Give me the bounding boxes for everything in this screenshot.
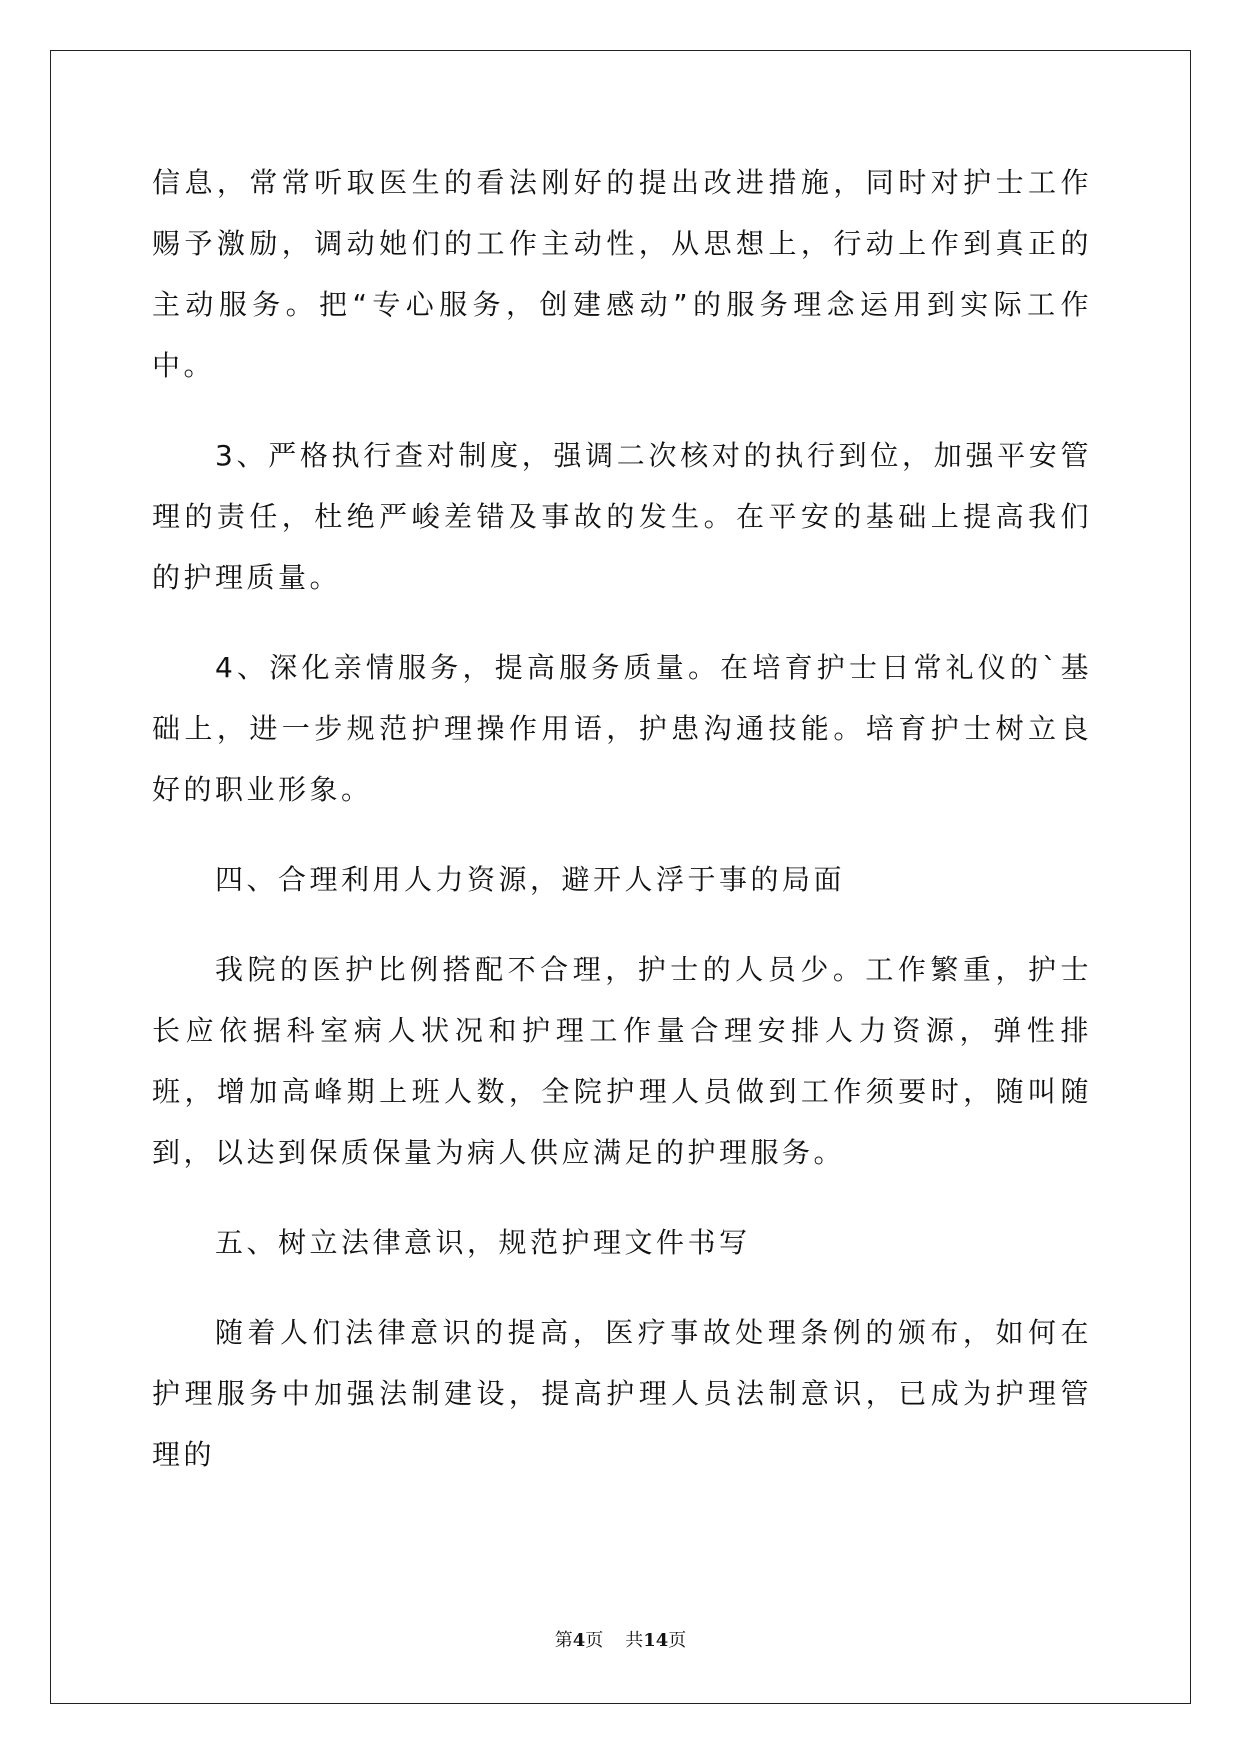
page-footer: [0, 1626, 1241, 1652]
paragraph-2: 3、严格执行查对制度，强调二次核对的执行到位，加强平安管理的责任，杜绝严峻差错及事故的发生。在平安的基础上提高我们的护理质量。: [152, 439, 1092, 594]
page-prefix: 第: [554, 1630, 573, 1651]
total-suffix: 页: [668, 1630, 687, 1651]
paragraph-1: 信息，常常听取医生的看法刚好的提出改进措施，同时对护士工作赐予激励，调动她们的工作主动性，从思想上，行动上作到真正的主动服务。把“专心服务，创建感动”的服务理念运用到实际工作中。: [152, 166, 1092, 382]
section-heading-4: 四、合理利用人力资源，避开人浮于事的局面: [215, 863, 846, 896]
paragraph-3: 4、深化亲情服务，提高服务质量。在培育护士日常礼仪的`基础上，进一步规范护理操作用语，护患沟通技能。培育护士树立良好的职业形象。: [152, 651, 1092, 806]
document-body: [152, 152, 1092, 1514]
total-pages: 14: [643, 1630, 669, 1651]
section-heading-5: 五、树立法律意识，规范护理文件书写: [215, 1226, 751, 1259]
paragraph-5: 我院的医护比例搭配不合理，护士的人员少。工作繁重，护士长应依据科室病人状况和护理工作量合理安排人力资源，弹性排班，增加高峰期上班人数，全院护理人员做到工作须要时，随叫随到，以达到保质保量为病人供应满足的护理服务。: [152, 953, 1092, 1169]
paragraph-7: 随着人们法律意识的提高，医疗事故处理条例的颁布，如何在护理服务中加强法制建设，提高护理人员法制意识，已成为护理管理的: [152, 1316, 1092, 1471]
page-suffix: 页: [585, 1630, 604, 1651]
page-number: 4: [572, 1630, 586, 1651]
total-prefix: 共: [625, 1630, 644, 1651]
